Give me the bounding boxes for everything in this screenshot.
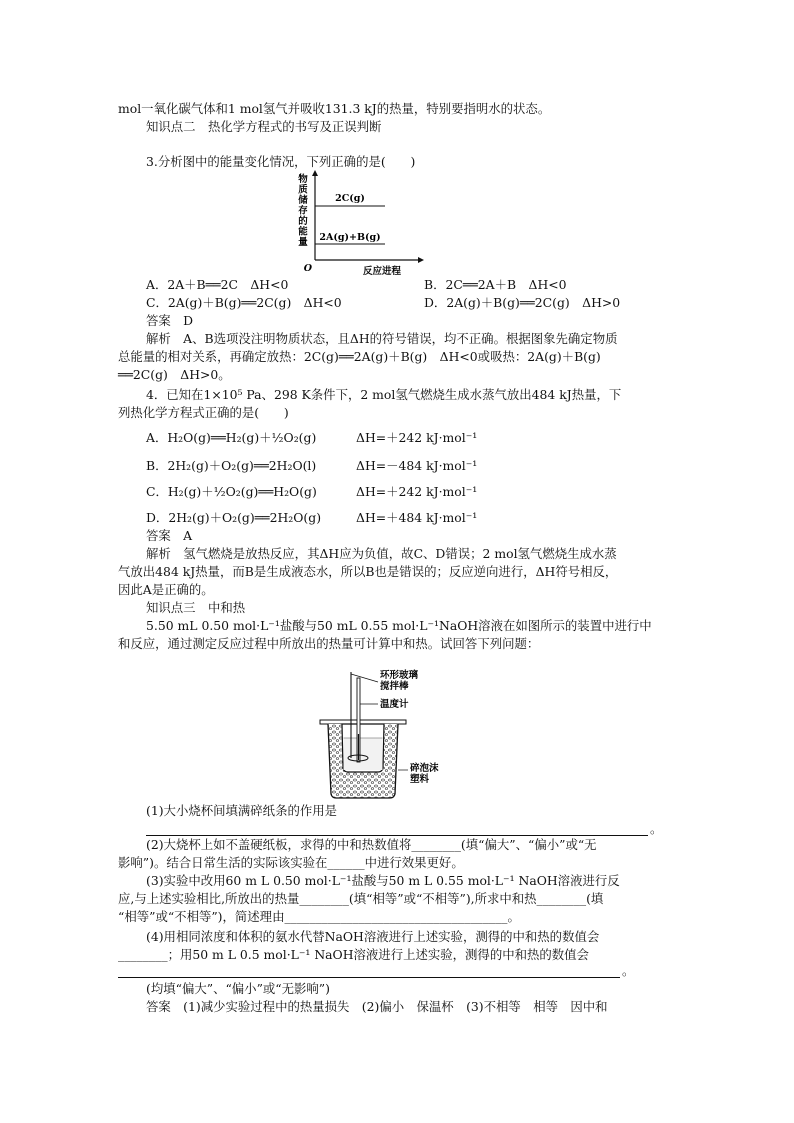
origin-label: O (303, 263, 312, 274)
section-heading: 知识点三 中和热 (146, 600, 246, 615)
sentence-end: 。 (622, 963, 635, 978)
stirrer-label: 环形玻璃搅拌棒 (380, 670, 419, 692)
option-d: D．2A(g)＋B(g)══2C(g) ΔH>0 (424, 295, 621, 310)
question-stem: 4．已知在1×10⁵ Pa、298 K条件下，2 mol氢气燃烧生成水蒸气放出484 kJ热量，下 (146, 387, 622, 402)
explanation-line: 因此A是正确的。 (118, 582, 214, 597)
explanation-line: ══2C(g) ΔH>0。 (118, 367, 231, 382)
answer: 答案 A (146, 528, 193, 543)
foam-label: 碎泡沫塑料 (410, 763, 439, 785)
question-stem: 和反应，通过测定反应过程中所放出的热量可计算中和热。试回答下列问题： (118, 636, 540, 651)
option-a-equation: A．H₂O(g)══H₂(g)＋½O₂(g) (146, 430, 317, 445)
explanation-line: 解析 A、B选项没注明物质状态，且ΔH的符号错误，均不正确。根据图象先确定物质 (146, 331, 618, 346)
explanation-line: 总能量的相对关系，再确定放热：2C(g)══2A(g)＋B(g) ΔH<0或吸热：2A(g)＋B(g) (118, 349, 601, 364)
subquestion-2: (2)大烧杯上如不盖硬纸板，求得的中和热数值将________(填“偏大”、“偏小”或“无 (146, 837, 597, 852)
question-stem: 列热化学方程式正确的是( ) (118, 405, 289, 420)
option-c: C．2A(g)＋B(g)══2C(g) ΔH<0 (146, 295, 342, 310)
answer-blank[interactable] (118, 977, 620, 978)
option-d-equation: D．2H₂(g)＋O₂(g)══2H₂O(g) (146, 510, 322, 525)
option-b-enthalpy: ΔH=－484 kJ·mol⁻¹ (356, 458, 478, 473)
option-b-equation: B．2H₂(g)＋O₂(g)══2H₂O(l) (146, 458, 317, 473)
energy-diagram (290, 170, 430, 282)
question-stem: 3.分析图中的能量变化情况，下列正确的是( ) (146, 154, 416, 169)
option-a-enthalpy: ΔH=＋242 kJ·mol⁻¹ (356, 430, 478, 445)
fill-note: (均填“偏大”、“偏小”或“无影响”) (146, 981, 330, 996)
subquestion-3-cont: “相等”或“不相等”)，简述理由____________________________________。 (118, 909, 520, 924)
subquestion-1: (1)大小烧杯间填满碎纸条的作用是 (146, 803, 338, 818)
intro-line: mol一氧化碳气体和1 mol氢气并吸收131.3 kJ的热量，特别要指明水的状态。 (118, 101, 551, 116)
x-axis-label: 反应进程 (362, 266, 402, 277)
explanation-line: 解析 氢气燃烧是放热反应，其ΔH应为负值，故C、D错误；2 mol氢气燃烧生成水蒸 (146, 546, 617, 561)
subquestion-2-cont: 影响”)。结合日常生活的实际该实验在______中进行效果更好。 (118, 855, 464, 870)
upper-level-label: 2C(g) (335, 193, 365, 204)
explanation-line: 气放出484 kJ热量，而B是生成液态水，所以B也是错误的；反应逆向进行，ΔH符号相反， (118, 564, 618, 579)
answer-blank[interactable] (146, 835, 648, 836)
option-c-enthalpy: ΔH=＋242 kJ·mol⁻¹ (356, 484, 478, 499)
lower-level-label: 2A(g)+B(g) (319, 232, 381, 243)
x-axis-arrow (418, 257, 424, 263)
subquestion-4-cont: ________；用50 m L 0.5 mol·L⁻¹ NaOH溶液进行上述实验，测得的中和热的数值会 (118, 947, 589, 962)
subquestion-3-cont: 应,与上述实验相比,所放出的热量________(填“相等”或“不相等”),所求中和热________(填 (118, 891, 604, 906)
calorimeter-diagram (318, 664, 458, 802)
option-b: B．2C══2A＋B ΔH<0 (424, 277, 567, 292)
subquestion-3: (3)实验中改用60 m L 0.50 mol·L⁻¹盐酸与50 m L 0.55 mol·L⁻¹ NaOH溶液进行反 (146, 873, 620, 888)
solution (344, 738, 383, 770)
option-d-enthalpy: ΔH=＋484 kJ·mol⁻¹ (356, 510, 478, 525)
energy-axis-label: 物质储存的能量 (298, 174, 308, 248)
option-a: A．2A＋B══2C ΔH<0 (146, 277, 289, 292)
sentence-end: 。 (650, 821, 663, 836)
section-heading: 知识点二 热化学方程式的书写及正误判断 (146, 119, 382, 134)
answer: 答案 (1)减少实验过程中的热量损失 (2)偏小 保温杯 (3)不相等 相等 因中和 (146, 999, 608, 1014)
option-c-equation: C．H₂(g)＋½O₂(g)══H₂O(g) (146, 484, 317, 499)
thermometer-label: 温度计 (380, 699, 409, 710)
y-axis-arrow (312, 170, 318, 176)
subquestion-4: (4)用相同浓度和体积的氨水代替NaOH溶液进行上述实验，测得的中和热的数值会 (146, 929, 600, 944)
question-stem: 5.50 mL 0.50 mol·L⁻¹盐酸与50 mL 0.55 mol·L⁻¹NaOH溶液在如图所示的装置中进行中 (146, 618, 652, 633)
answer: 答案 D (146, 313, 194, 328)
